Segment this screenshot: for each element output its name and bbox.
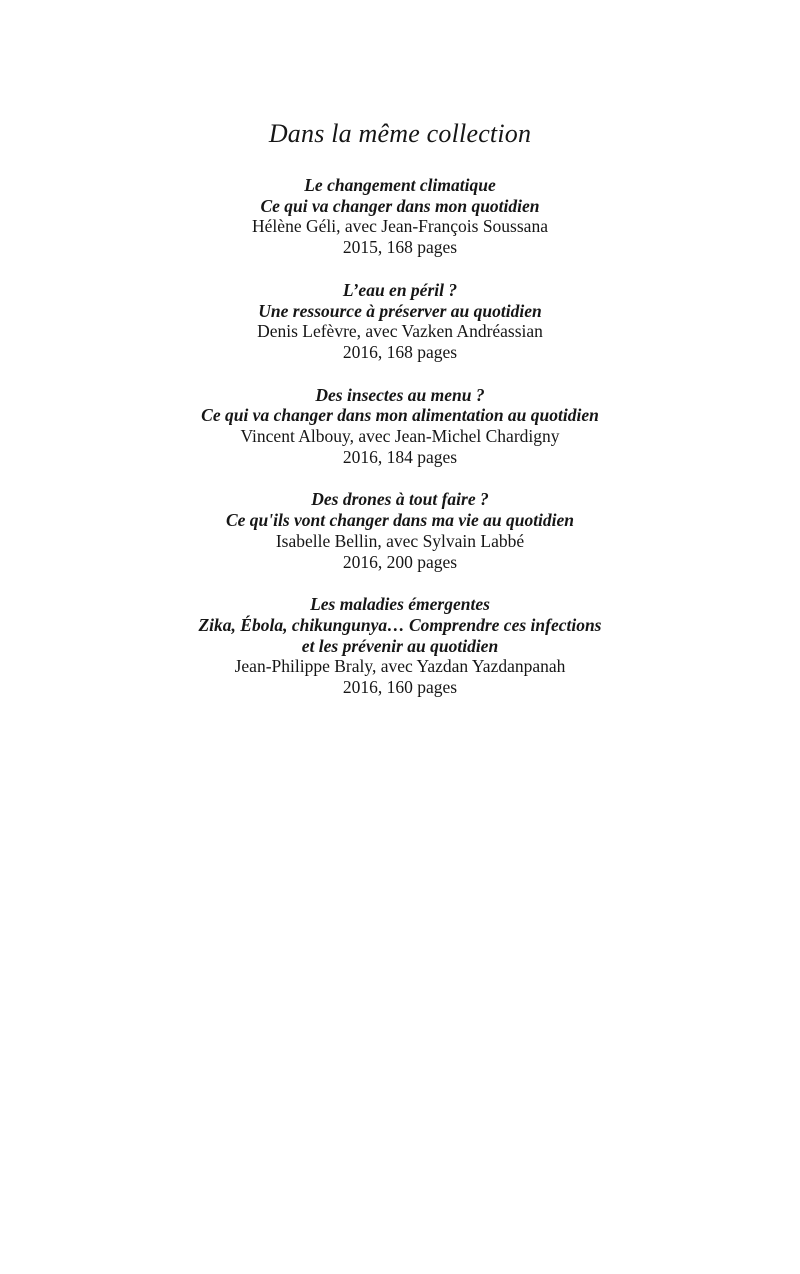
book-subtitle-line-2: et les prévenir au quotidien	[301, 635, 499, 656]
book-pages: 2016, 168 pages	[342, 341, 458, 362]
book-subtitle-line: Une ressource à préserver au quotidien	[258, 300, 542, 321]
book-authors: Vincent Albouy, avec Jean-Michel Chardigny	[240, 426, 560, 447]
book-pages: 2016, 160 pages	[342, 677, 458, 698]
book-entry	[80, 175, 720, 258]
book-authors: Isabelle Bellin, avec Sylvain Labbé	[275, 530, 525, 551]
book-title-line: L’eau en péril ?	[342, 279, 458, 300]
book-subtitle-line: Ce qu'ils vont changer dans ma vie au quotidien	[225, 510, 575, 531]
book-subtitle-line: Zika, Ébola, chikungunya… Comprendre ces infections	[198, 614, 602, 635]
book-authors: Denis Lefèvre, avec Vazken Andréassian	[257, 321, 543, 342]
book-pages: 2016, 184 pages	[342, 446, 458, 467]
book-pages: 2016, 200 pages	[342, 551, 458, 572]
book-subtitle-line: Ce qui va changer dans mon alimentation au quotidien	[201, 405, 599, 426]
book-authors: Jean-Philippe Braly, avec Yazdan Yazdanpanah	[234, 656, 566, 677]
book-title-line: Les maladies émergentes	[310, 594, 490, 615]
book-title-line: Des drones à tout faire ?	[311, 489, 489, 510]
book-authors: Hélène Géli, avec Jean-François Soussana	[252, 216, 548, 237]
book-title-line: Le changement climatique	[304, 175, 496, 195]
book-entry	[80, 489, 720, 572]
book-title-line: Des insectes au menu ?	[315, 384, 485, 405]
book-pages: 2015, 168 pages	[342, 237, 458, 258]
page-title: Dans la même collection	[268, 119, 532, 148]
book-subtitle-line: Ce qui va changer dans mon quotidien	[260, 195, 540, 216]
book-entry	[80, 594, 720, 698]
book-entry	[80, 385, 720, 468]
book-entry	[80, 280, 720, 363]
